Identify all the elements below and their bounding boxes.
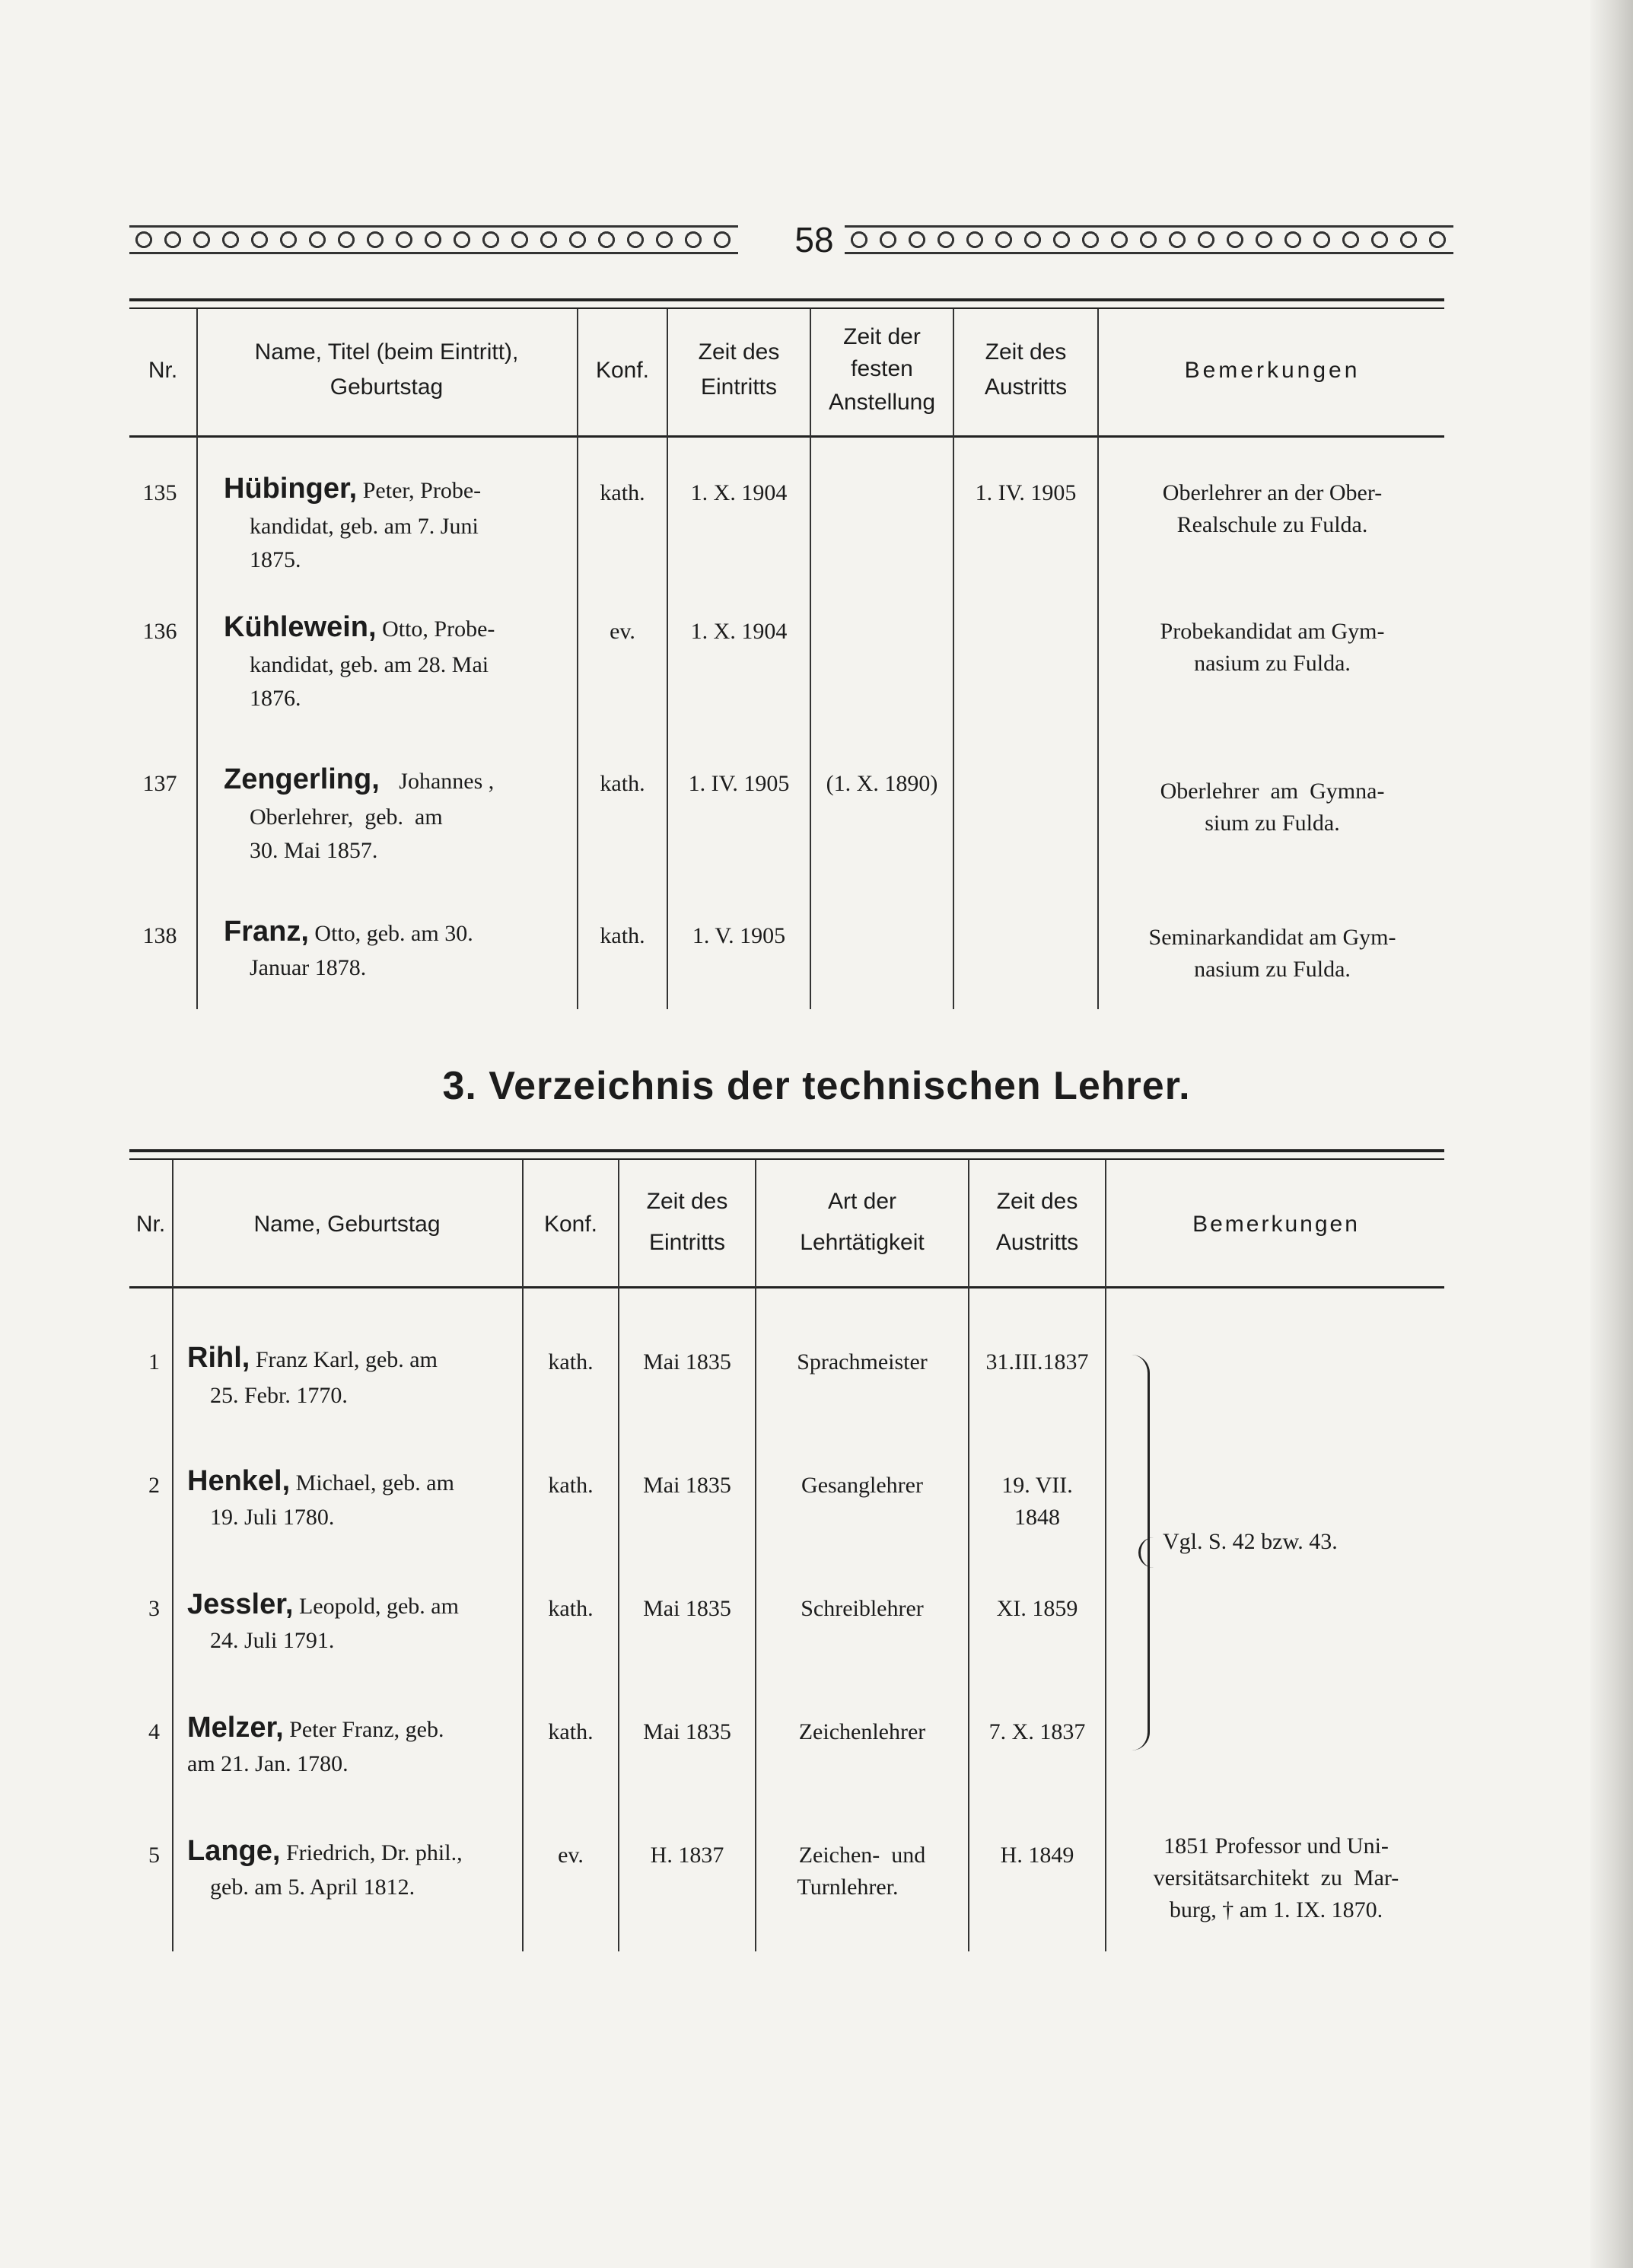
row-austritt: 31.III.1837	[985, 1349, 1089, 1374]
surname: Kühlewein,	[224, 611, 377, 643]
row-austritt: 1. IV. 1905	[975, 480, 1077, 505]
row-eintritt: 1. X. 1904	[690, 619, 788, 644]
row-eintritt: Mai 1835	[643, 1349, 731, 1374]
page-header	[129, 213, 1453, 266]
row-art: Gesanglehrer	[801, 1473, 923, 1498]
name-rest: Peter, Probe-	[357, 478, 482, 503]
header-konf-label: Konf.	[543, 1212, 598, 1237]
row-austritt: XI. 1859	[996, 1596, 1078, 1621]
row-eintritt: H. 1837	[650, 1843, 724, 1868]
page-number: 58	[794, 220, 834, 260]
surname: Henkel,	[187, 1465, 291, 1497]
row-name-line2: kandidat, geb. am 28. Mai	[250, 652, 489, 677]
row-nr: 3	[148, 1596, 160, 1621]
header-nr: Nr.	[148, 358, 178, 383]
row-bemerkung-line1: 1851 Professor und Uni-	[1163, 1833, 1389, 1859]
row-name-line2: geb. am 5. April 1812.	[210, 1875, 415, 1900]
row-konf: kath.	[548, 1473, 594, 1498]
row-art: Sprachmeister	[797, 1349, 928, 1374]
header-konf: Konf.	[595, 358, 650, 383]
row-austritt: 7. X. 1837	[988, 1719, 1086, 1744]
row-name-line3: 1876.	[250, 686, 301, 711]
header-eintritt-line2: Eintritts	[700, 374, 778, 400]
header-austritt-line2: Austritts	[995, 1230, 1079, 1255]
row-name	[224, 918, 574, 948]
name-rest: Franz Karl, geb. am	[250, 1347, 438, 1372]
row-austritt-line1: 19. VII.	[1001, 1473, 1073, 1498]
header-art-line2: Lehrtätigkeit	[800, 1230, 925, 1255]
header-austritt-line1: Zeit des	[985, 339, 1067, 365]
row-bemerkung-line2: Realschule zu Fulda.	[1176, 512, 1368, 537]
row-bemerkung-line1: Seminarkandidat am Gym-	[1148, 925, 1396, 950]
name-rest: Otto, geb. am 30.	[308, 921, 473, 946]
row-nr: 138	[142, 923, 177, 948]
row-name	[187, 1714, 522, 1744]
row-name	[187, 1467, 522, 1497]
row-name-line2: Januar 1878.	[250, 955, 367, 980]
row-name-line2: 24. Juli 1791.	[210, 1628, 335, 1653]
header-nr: Nr.	[135, 1212, 166, 1237]
row-name-line2: kandidat, geb. am 7. Juni	[250, 514, 479, 539]
name-rest: Johannes ,	[393, 769, 495, 794]
row-art-line1: Zeichen- und	[798, 1843, 926, 1868]
header-bemerkungen: Bemerkungen	[1192, 1212, 1360, 1237]
row-eintritt: Mai 1835	[643, 1473, 731, 1498]
row-bemerkung-line3: burg, † am 1. IX. 1870.	[1169, 1897, 1383, 1922]
surname: Franz,	[224, 916, 309, 948]
row-bemerkung-line2: nasium zu Fulda.	[1194, 957, 1351, 982]
row-name-line2: 25. Febr. 1770.	[210, 1383, 348, 1408]
ornament-right	[845, 225, 1453, 254]
row-bemerkung-line1: Oberlehrer am Gymna-	[1160, 779, 1385, 804]
header-art-line1: Art der	[827, 1189, 897, 1214]
row-austritt: H. 1849	[1000, 1843, 1074, 1868]
table-1	[129, 298, 1444, 1021]
row-bemerkung-line2: versitätsarchitekt zu Mar-	[1153, 1865, 1399, 1891]
row-austritt-line2: 1848	[1014, 1505, 1060, 1530]
row-bemerkung-line1: Oberlehrer an der Ober-	[1162, 480, 1383, 505]
row-nr: 137	[142, 771, 177, 796]
row-name-line3: 1875.	[250, 547, 301, 572]
row-name-line2: 19. Juli 1780.	[210, 1505, 335, 1530]
row-bemerkung-line2: sium zu Fulda.	[1205, 811, 1340, 836]
header-eintritt-line1: Zeit des	[698, 339, 780, 365]
row-nr: 136	[142, 619, 177, 644]
row-konf: kath.	[548, 1719, 594, 1744]
section-title: 3. Verzeichnis der technischen Lehrer.	[442, 1064, 1191, 1108]
row-name	[224, 763, 574, 795]
row-art-line2: Turnlehrer.	[797, 1875, 899, 1900]
row-konf: kath.	[600, 923, 645, 948]
row-name	[187, 1837, 522, 1867]
name-rest: Friedrich, Dr. phil.,	[280, 1840, 463, 1865]
surname: Zengerling,	[224, 763, 380, 795]
row-anstellung: (1. X. 1890)	[826, 771, 938, 796]
surname: Rihl,	[187, 1342, 250, 1374]
surname: Melzer,	[187, 1712, 284, 1744]
surname: Jessler,	[187, 1588, 294, 1620]
name-rest: Otto, Probe-	[376, 616, 495, 642]
row-name	[224, 613, 574, 643]
surname: Hübinger,	[224, 473, 358, 505]
row-nr: 5	[148, 1843, 160, 1868]
row-eintritt: 1. X. 1904	[690, 480, 788, 505]
row-nr: 1	[148, 1349, 160, 1374]
header-name-line1: Name, Titel (beim Eintritt),	[254, 339, 519, 365]
table-2	[129, 1149, 1444, 1948]
row-name-line2: Oberlehrer, geb. am	[250, 804, 443, 830]
name-rest: Leopold, geb. am	[293, 1594, 459, 1619]
row-eintritt: 1. V. 1905	[692, 923, 786, 948]
name-rest: Peter Franz, geb.	[283, 1717, 444, 1742]
header-eintritt-line2: Eintritts	[648, 1230, 726, 1255]
header-name: Name, Geburtstag	[253, 1212, 441, 1237]
row-nr: 135	[142, 480, 177, 505]
header-name-line2: Geburtstag	[329, 374, 444, 400]
page-edge-shadow	[1590, 0, 1633, 2268]
row-konf: ev.	[610, 619, 635, 644]
row-eintritt: Mai 1835	[643, 1596, 731, 1621]
header-anstellung-line3: Anstellung	[828, 390, 936, 415]
row-konf: ev.	[558, 1843, 584, 1868]
name-rest: Michael, geb. am	[290, 1470, 454, 1496]
surname: Lange,	[187, 1835, 281, 1867]
brace-note: Vgl. S. 42 bzw. 43.	[1163, 1529, 1338, 1554]
row-eintritt: Mai 1835	[643, 1719, 731, 1744]
header-austritt-line1: Zeit des	[996, 1189, 1078, 1214]
row-konf: kath.	[600, 480, 645, 505]
row-bemerkung-line1: Probekandidat am Gym-	[1160, 619, 1385, 644]
row-name	[224, 475, 574, 505]
row-art: Schreiblehrer	[801, 1596, 924, 1621]
row-konf: kath.	[600, 771, 645, 796]
header-anstellung-line2: festen	[851, 356, 913, 381]
row-name-line3: 30. Mai 1857.	[250, 838, 378, 863]
row-nr: 2	[148, 1473, 160, 1498]
row-name-line2: am 21. Jan. 1780.	[187, 1751, 349, 1776]
header-anstellung-line1: Zeit der	[843, 324, 921, 349]
row-konf: kath.	[548, 1349, 594, 1374]
row-art: Zeichenlehrer	[798, 1719, 926, 1744]
header-eintritt-line1: Zeit des	[646, 1189, 728, 1214]
row-name	[187, 1588, 522, 1620]
row-nr: 4	[148, 1719, 160, 1744]
ornament-left	[129, 225, 738, 254]
row-eintritt: 1. IV. 1905	[688, 771, 790, 796]
row-konf: kath.	[548, 1596, 594, 1621]
row-bemerkung-line2: nasium zu Fulda.	[1194, 651, 1351, 676]
header-austritt-line2: Austritts	[984, 374, 1068, 400]
row-name	[187, 1344, 522, 1374]
header-bemerkungen: Bemerkungen	[1184, 358, 1361, 383]
